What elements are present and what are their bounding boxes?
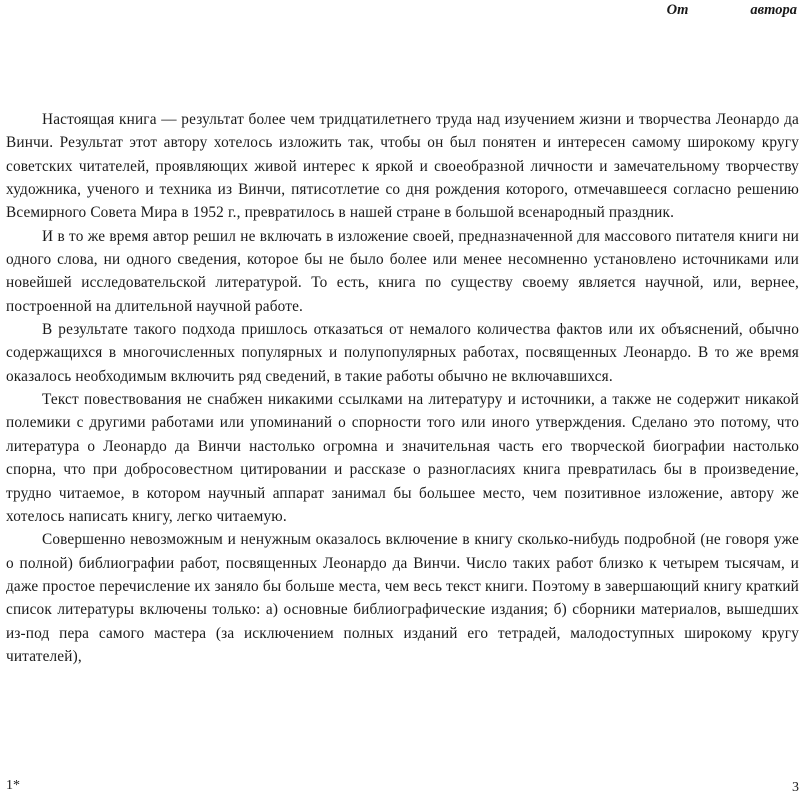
running-head-word-1: От	[666, 2, 689, 18]
paragraph-4: Текст повествования не снабжен никакими ссылками на литературу и источники, а также не содержит никакой полемики с другими работами или упоминаний о спорности того или иного утверждения. Сделано это потому, что литература о Леонардо да Винчи настолько огромна и значительная часть его творческой биографии настолько спорна, что при добросовестном цитировании и рассказе о разногласиях книга превратилась бы в произведение, трудно читаемое, в котором научный аппарат занимал бы большее место, чем позитивное изложение, автору же хотелось написать книгу, легко читаемую.	[6, 391, 799, 525]
paragraph-5: Совершенно невозможным и ненужным оказалось включение в книгу сколько-нибудь подробной (не говоря уже о полной) библиографии работ, посвященных Леонардо да Винчи. Число таких работ близко к четырем тысячам, и даже простое перечисление их заняло бы больше места, чем весь текст книги. Поэтому в завершающий книгу краткий список литературы включены только: а) основные библиографические издания; б) сборники материалов, вышедших из-под пера самого мастера (за исключением полных изданий его тетрадей, малодоступных широкому кругу читателей),	[6, 531, 799, 665]
signature-mark: 1*	[6, 778, 20, 793]
running-head	[667, 2, 797, 19]
paragraph-1: Настоящая книга — результат более чем тридцатилетнего труда над изучением жизни и творчества Леонардо да Винчи. Результат этот автору хотелось изложить так, чтобы он был понятен и интересен самому широкому кругу советских читателей, проявляющих живой интерес к яркой и своеобразной личности и замечательному творчеству художника, ученого и техника из Винчи, пятисотлетие со дня рождения которого, отмечавшееся согласно решению Всемирного Совета Мира в 1952 г., превратилось в нашей стране в большой всенародный праздник.	[6, 111, 799, 222]
running-head-word-2: автора	[750, 2, 797, 18]
paragraph-2: И в то же время автор решил не включать в изложение своей, предназначенной для массового питателя книги ни одного слова, ни одного сведения, которое бы не было более или менее несомненно установлено источниками или новейшей исследовательской литературой. То есть, книга по существу своему является научной, или, вернее, построенной на длительной научной работе.	[6, 227, 799, 315]
page-number: 3	[792, 780, 799, 795]
body-text	[6, 108, 799, 668]
paragraph-3: В результате такого подхода пришлось отказаться от немалого количества фактов или их объяснений, обычно содержащихся в многочисленных популярных и полупопулярных работах, посвященных Леонардо. В то же время оказалось необходимым включить ряд сведений, в такие работы обычно не включавшихся.	[6, 321, 799, 385]
